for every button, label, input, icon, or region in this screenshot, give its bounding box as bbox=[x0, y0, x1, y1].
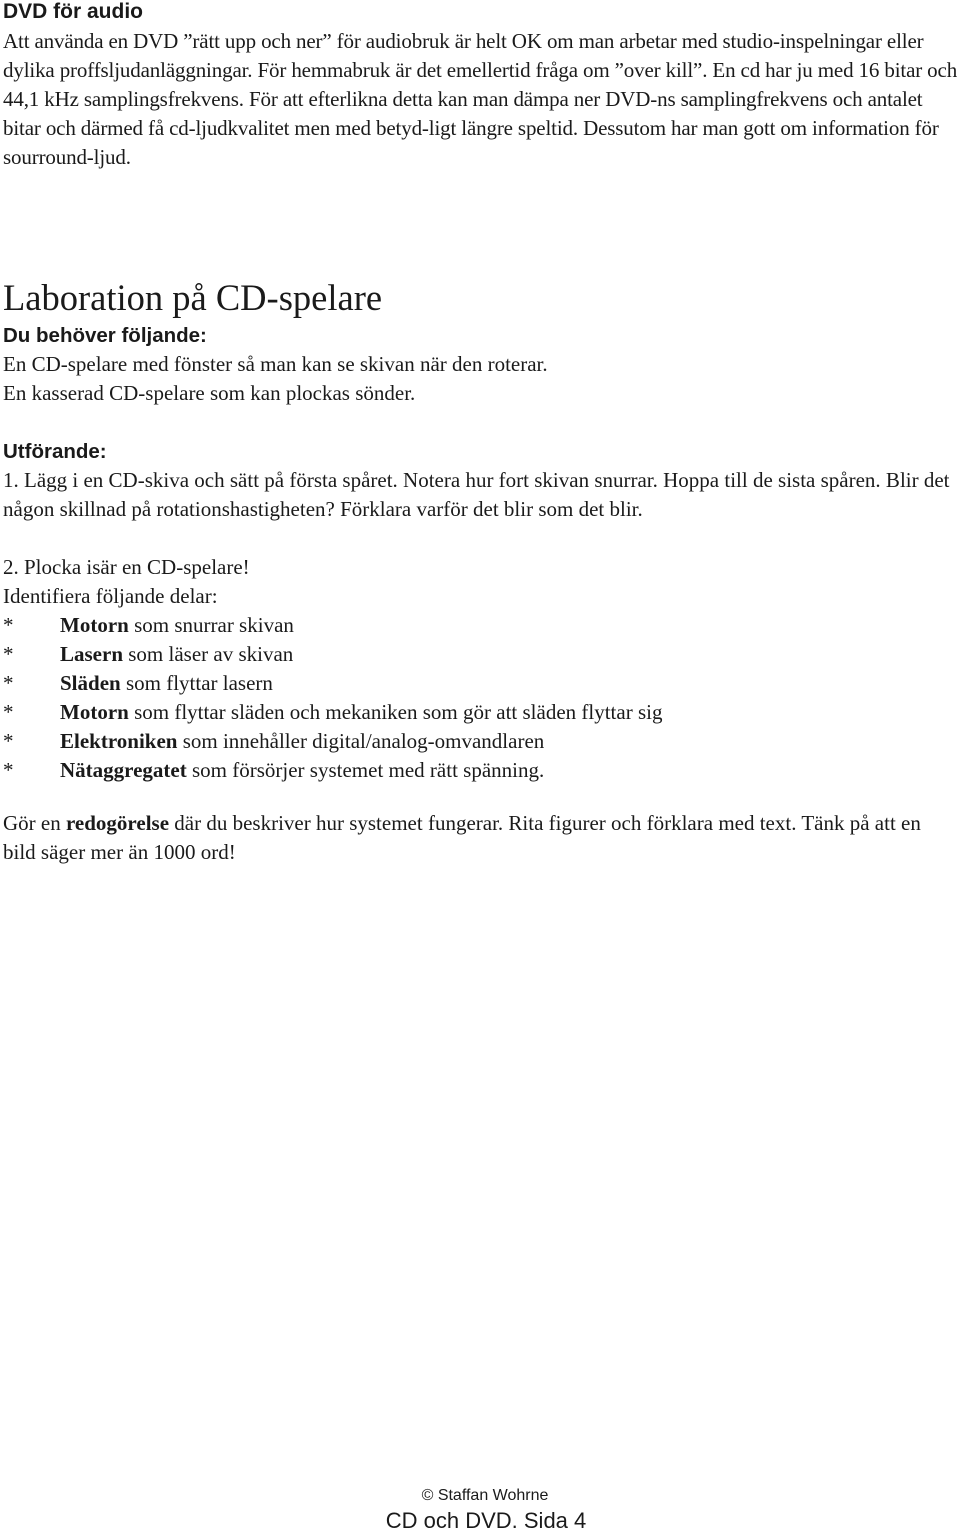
footer-page-label: CD och DVD. Sida 4 bbox=[385, 1508, 587, 1533]
part-name: Nätaggregatet bbox=[60, 758, 187, 782]
footer-copyright: © Staffan Wohrne bbox=[421, 1487, 549, 1504]
bullet-marker: * bbox=[3, 729, 14, 753]
part-desc: som snurrar skivan bbox=[134, 613, 294, 637]
part-desc: som flyttar släden och mekaniken som gör att släden flyttar sig bbox=[134, 700, 663, 724]
report-pre: Gör en bbox=[3, 811, 61, 835]
audio-heading: DVD för audio bbox=[3, 0, 143, 23]
part-item bbox=[3, 727, 544, 756]
part-item bbox=[3, 756, 544, 785]
procedure-step-1: 1. Lägg i en CD-skiva och sätt på första spåret. Notera hur fort skivan snurrar. Hoppa till de sista spåren. Blir det någon skillnad på rotationshastigheten? Förklara varför det blir som det blir. bbox=[3, 468, 950, 521]
bullet-marker: * bbox=[3, 642, 14, 666]
report-instruction bbox=[3, 809, 953, 867]
part-name: Lasern bbox=[60, 642, 123, 666]
report-bold: redogörelse bbox=[65, 811, 170, 835]
part-item bbox=[3, 698, 662, 727]
audio-paragraph: Att använda en DVD ”rätt upp och ner” för audiobruk är helt OK om man arbetar med studio-inspelningar eller dylika proffsljudanläggningar. För hemmabruk är det emellertid fråga om ”over kill”. En cd har ju med 16 bitar och 44,1 kHz samplingsfrekvens. För att efterlikna detta kan man dämpa ner DVD-ns samplingfrekvens och antalet bitar och därmed få cd-ljudkvalitet men med betyd-ligt längre speltid. Dessutom har man gott om information för sourround-ljud. bbox=[3, 29, 958, 169]
bullet-marker: * bbox=[3, 758, 14, 782]
part-item bbox=[3, 669, 273, 698]
part-item bbox=[3, 611, 294, 640]
part-name: Motorn bbox=[60, 613, 129, 637]
lab-title: Laboration på CD-spelare bbox=[3, 277, 383, 318]
part-desc: som flyttar lasern bbox=[125, 671, 273, 695]
needs-heading: Du behöver följande: bbox=[3, 324, 207, 347]
procedure-step-2: 2. Plocka isär en CD-spelare! bbox=[3, 555, 250, 579]
needs-item: En kasserad CD-spelare som kan plockas sönder. bbox=[3, 381, 416, 405]
part-desc: som innehåller digital/analog-omvandlaren bbox=[182, 729, 545, 753]
needs-item: En CD-spelare med fönster så man kan se skivan när den roterar. bbox=[3, 352, 548, 376]
bullet-marker: * bbox=[3, 613, 14, 637]
part-name: Motorn bbox=[60, 700, 129, 724]
part-desc: som läser av skivan bbox=[128, 642, 294, 666]
part-name: Elektroniken bbox=[60, 729, 178, 753]
part-desc: som försörjer systemet med rätt spänning. bbox=[191, 758, 545, 782]
identify-intro: Identifiera följande delar: bbox=[3, 584, 218, 608]
bullet-marker: * bbox=[3, 700, 14, 724]
part-name: Släden bbox=[60, 671, 121, 695]
part-item bbox=[3, 640, 293, 669]
bullet-marker: * bbox=[3, 671, 14, 695]
report-post: där du beskriver hur systemet fungerar. Rita figurer och förklara med text. Tänk på att en bild säger mer än 1000 ord! bbox=[3, 811, 921, 864]
procedure-heading: Utförande: bbox=[3, 440, 107, 463]
